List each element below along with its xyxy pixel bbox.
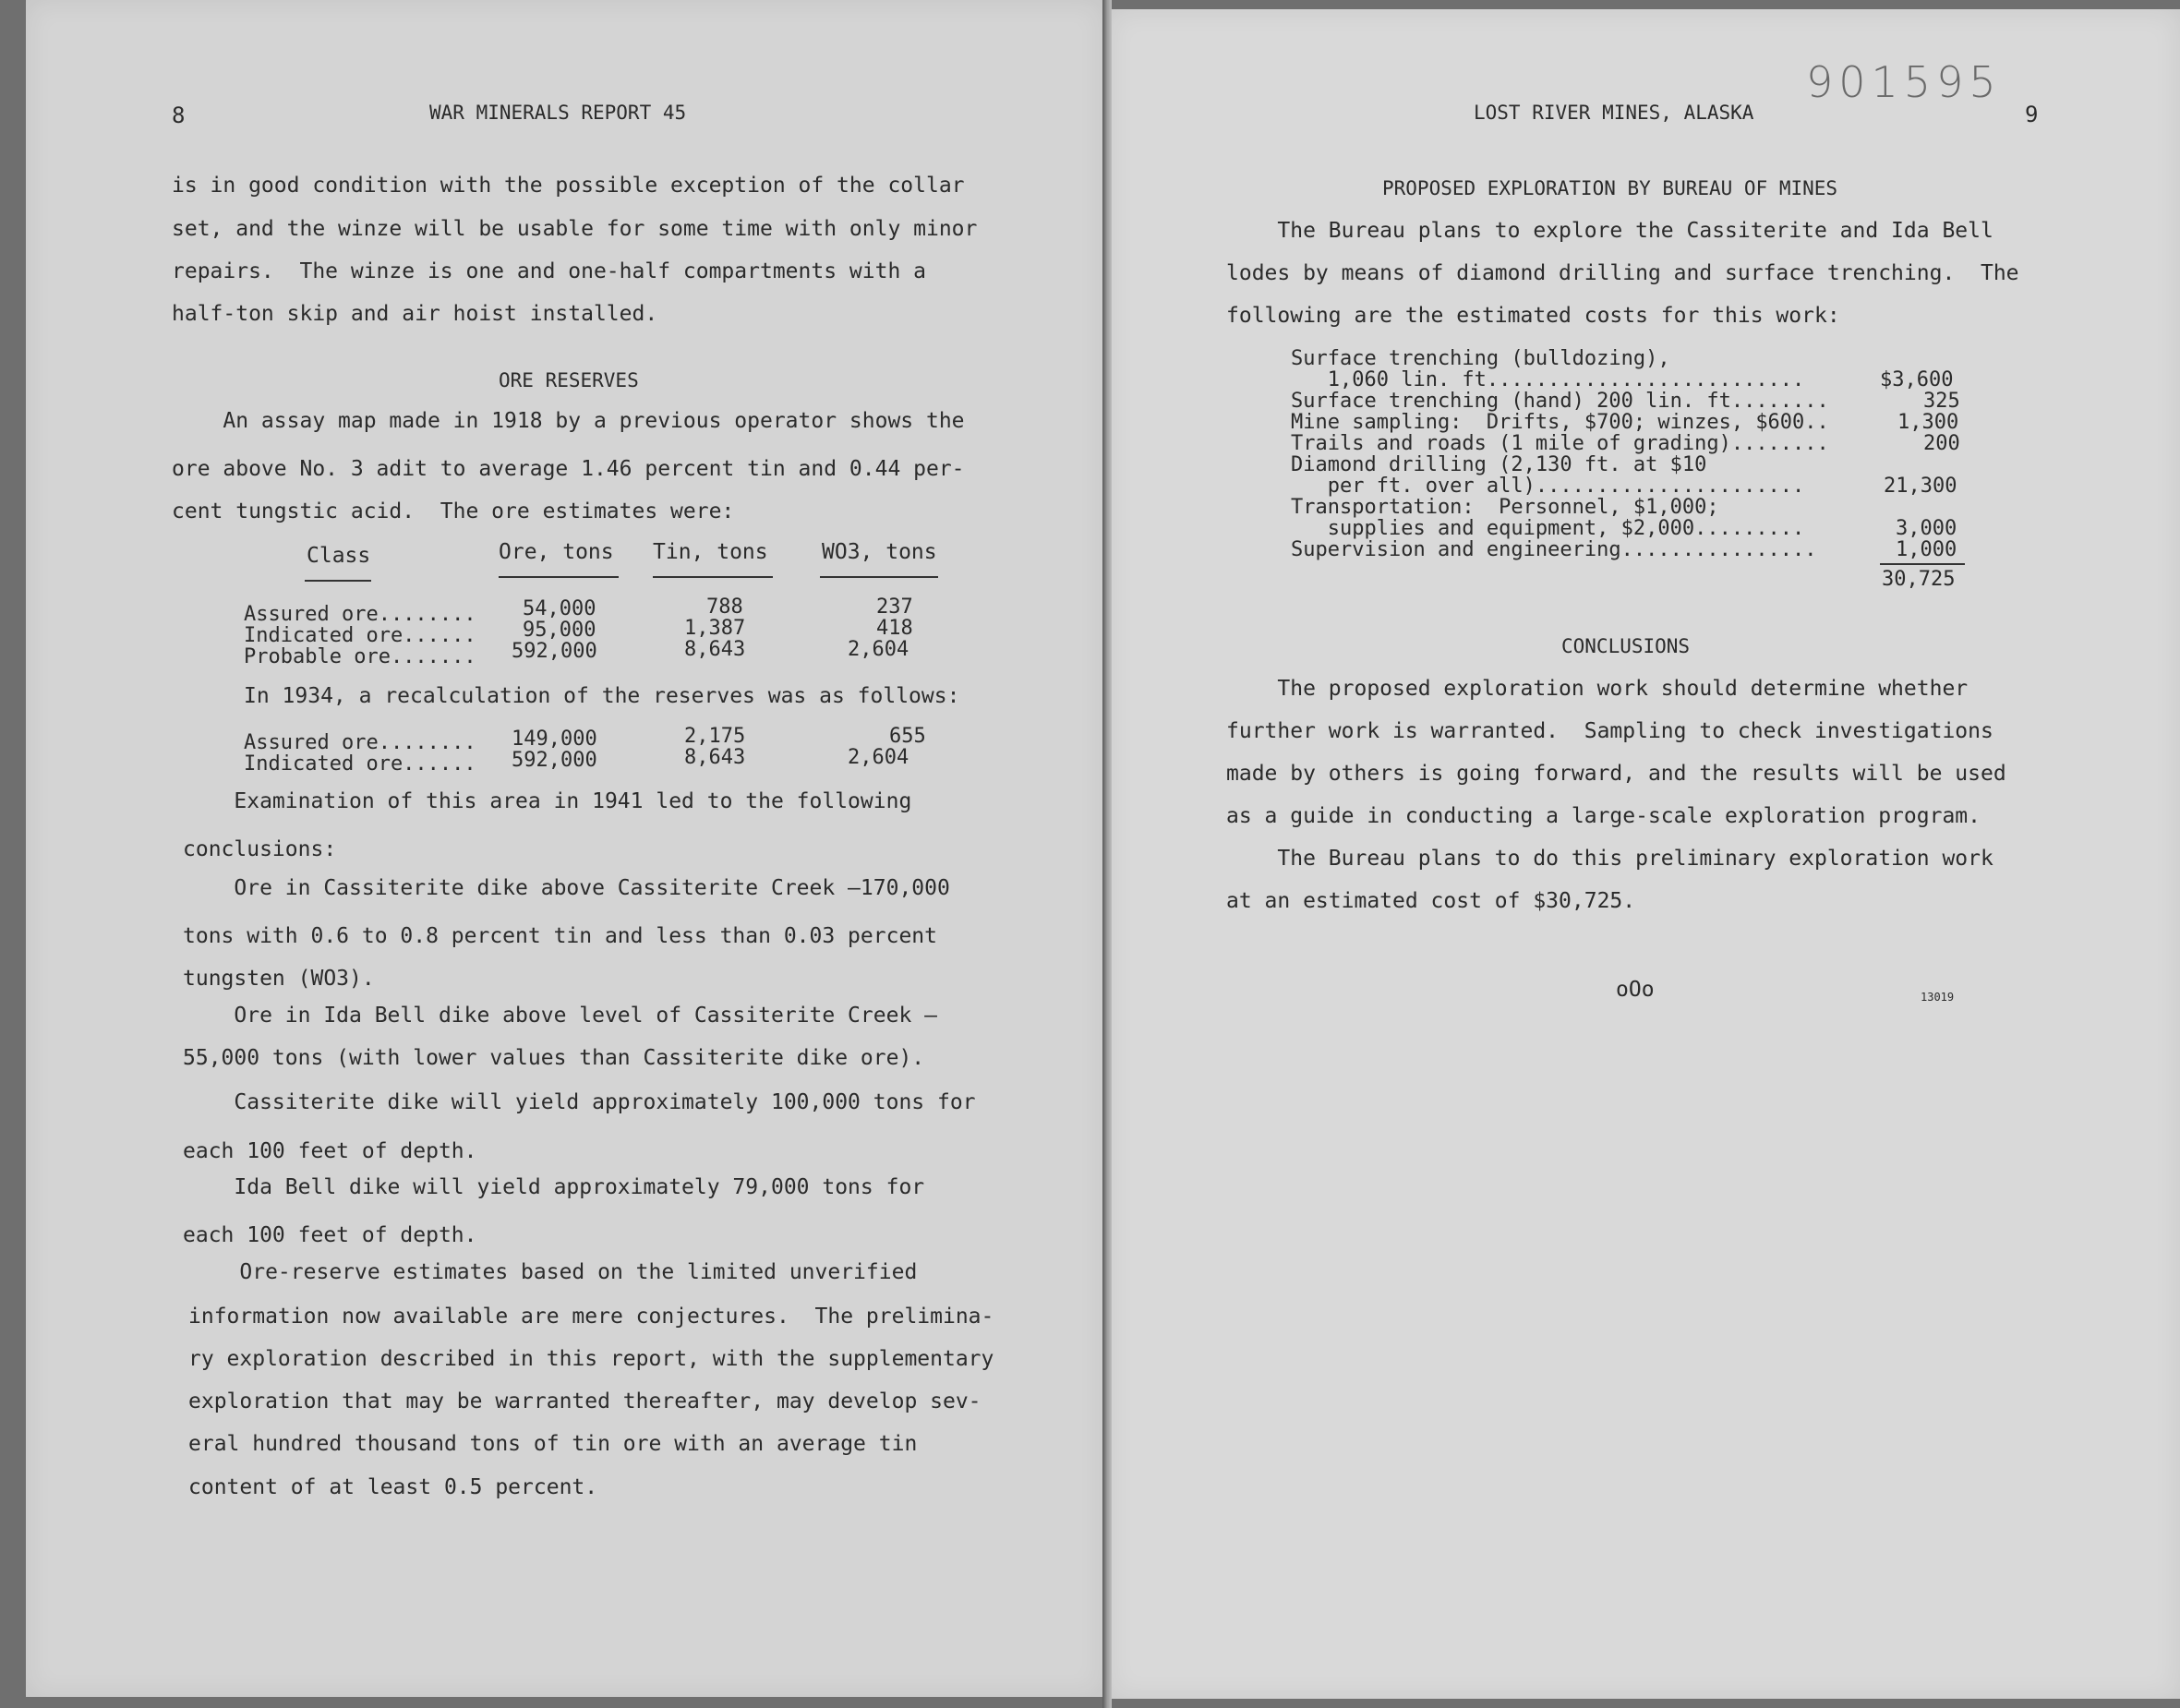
- text-line: half-ton skip and air hoist installed.: [172, 302, 658, 326]
- text-line: Examination of this area in 1941 led to the following: [183, 789, 912, 813]
- table-cell: Indicated ore......: [244, 752, 476, 776]
- table-header-tin: Tin, tons: [653, 540, 768, 564]
- cost-item: Transportation: Personnel, $1,000;: [1291, 496, 1719, 519]
- cost-item: Surface trenching (bulldozing),: [1291, 347, 1670, 370]
- table-cell: 237: [876, 595, 913, 619]
- text-line: conclusions:: [183, 837, 337, 861]
- cost-item: Mine sampling: Drifts, $700; winzes, $600..: [1291, 411, 1829, 434]
- table-cell: 8,643: [684, 746, 746, 769]
- page-fold: [1102, 0, 1112, 1708]
- recalc-intro: In 1934, a recalculation of the reserves was as follows:: [244, 684, 960, 708]
- left-running-head: WAR MINERALS REPORT 45: [429, 102, 687, 124]
- table-cell: Probable ore.......: [244, 645, 476, 668]
- text-line: each 100 feet of depth.: [183, 1139, 477, 1163]
- text-line: set, and the winze will be usable for some time with only minor: [172, 217, 978, 241]
- text-line: Ore in Ida Bell dike above level of Cassiterite Creek —: [183, 1004, 937, 1028]
- cost-item: supplies and equipment, $2,000.........: [1291, 517, 1805, 540]
- cost-amount: 200: [1923, 432, 1960, 455]
- table-cell: 655: [889, 725, 926, 748]
- text-line: eral hundred thousand tons of tin ore with an average tin: [188, 1432, 918, 1456]
- cost-amount: 325: [1923, 390, 1960, 413]
- right-running-head: LOST RIVER MINES, ALASKA: [1474, 102, 1754, 124]
- table-cell: 1,387: [684, 617, 746, 640]
- table-cell: Assured ore........: [244, 731, 476, 754]
- cost-item: Diamond drilling (2,130 ft. at $10: [1291, 453, 1707, 476]
- cost-amount: 3,000: [1896, 517, 1957, 540]
- table-cell: Indicated ore......: [244, 624, 476, 647]
- cost-item: per ft. over all)......................: [1291, 475, 1805, 498]
- header-underline: [820, 576, 938, 578]
- section-title-proposed-exploration: PROPOSED EXPLORATION BY BUREAU OF MINES: [1382, 177, 1838, 199]
- table-cell: 2,175: [684, 725, 746, 748]
- text-line: as a guide in conducting a large-scale exploration program.: [1226, 804, 1981, 828]
- cost-amount: 1,300: [1897, 411, 1959, 434]
- end-mark: oOo: [1616, 978, 1655, 1002]
- text-line: made by others is going forward, and the results will be used: [1226, 762, 2006, 786]
- cost-amount: $3,600: [1880, 368, 1954, 391]
- table-cell: 592,000: [512, 640, 597, 663]
- table-cell: Assured ore........: [244, 603, 476, 626]
- table-cell: 418: [876, 617, 913, 640]
- text-line: information now available are mere conjectures. The prelimina-: [188, 1305, 994, 1329]
- text-line: Ore-reserve estimates based on the limited unverified: [188, 1260, 918, 1284]
- text-line: further work is warranted. Sampling to check investigations: [1226, 719, 1993, 743]
- header-underline: [653, 576, 773, 578]
- text-line: 55,000 tons (with lower values than Cassiterite dike ore).: [183, 1046, 925, 1070]
- cost-amount: 21,300: [1884, 475, 1957, 498]
- text-line: exploration that may be warranted thereafter, may develop sev-: [188, 1389, 982, 1413]
- archive-stamp-number: 901595: [1806, 57, 2002, 107]
- table-cell: 8,643: [684, 638, 746, 661]
- cost-amount: 1,000: [1896, 538, 1957, 561]
- total-rule: [1880, 563, 1965, 565]
- text-line: cent tungstic acid. The ore estimates were:: [172, 499, 735, 523]
- cost-item: 1,060 lin. ft..........................: [1291, 368, 1805, 391]
- table-cell: 2,604: [848, 638, 909, 661]
- section-title-conclusions: CONCLUSIONS: [1561, 635, 1691, 657]
- text-line: tungsten (WO3).: [183, 967, 375, 991]
- table-cell: 95,000: [523, 619, 596, 642]
- text-line: tons with 0.6 to 0.8 percent tin and less than 0.03 percent: [183, 924, 937, 948]
- text-line: Cassiterite dike will yield approximately 100,000 tons for: [183, 1090, 976, 1114]
- right-page-number: 9: [2025, 102, 2039, 127]
- page-code: 13019: [1921, 991, 1955, 1004]
- text-line: Ore in Cassiterite dike above Cassiterite Creek —170,000: [183, 876, 950, 900]
- text-line: The Bureau plans to do this preliminary exploration work: [1226, 847, 1993, 871]
- text-line: Ida Bell dike will yield approximately 79,000 tons for: [183, 1175, 925, 1199]
- text-line: following are the estimated costs for this work:: [1226, 304, 1840, 328]
- text-line: content of at least 0.5 percent.: [188, 1475, 598, 1499]
- table-cell: 149,000: [512, 728, 597, 751]
- table-cell: 592,000: [512, 749, 597, 772]
- cost-total: 30,725: [1882, 568, 1956, 591]
- text-line: The proposed exploration work should determine whether: [1226, 677, 1969, 701]
- table-cell: 788: [706, 595, 743, 619]
- table-header-wo3: WO3, tons: [822, 540, 937, 564]
- left-page-number: 8: [172, 102, 186, 128]
- table-cell: 54,000: [523, 597, 596, 620]
- header-underline: [499, 576, 619, 578]
- table-cell: 2,604: [848, 746, 909, 769]
- text-line: lodes by means of diamond drilling and surface trenching. The: [1226, 261, 2019, 285]
- text-line: ore above No. 3 adit to average 1.46 percent tin and 0.44 per-: [172, 457, 965, 481]
- cost-item: Supervision and engineering................: [1291, 538, 1817, 561]
- text-line: An assay map made in 1918 by a previous operator shows the: [172, 409, 965, 433]
- text-line: The Bureau plans to explore the Cassiterite and Ida Bell: [1226, 219, 1993, 243]
- text-line: repairs. The winze is one and one-half compartments with a: [172, 259, 926, 283]
- text-line: each 100 feet of depth.: [183, 1223, 477, 1247]
- table-header-class: Class: [307, 544, 371, 568]
- cost-item: Surface trenching (hand) 200 lin. ft........: [1291, 390, 1829, 413]
- header-underline: [305, 580, 371, 582]
- text-line: ry exploration described in this report, with the supplementary: [188, 1347, 994, 1371]
- text-line: is in good condition with the possible exception of the collar: [172, 174, 965, 198]
- text-line: at an estimated cost of $30,725.: [1226, 889, 1636, 913]
- cost-item: Trails and roads (1 mile of grading)........: [1291, 432, 1829, 455]
- table-header-ore: Ore, tons: [499, 540, 614, 564]
- section-title-ore-reserves: ORE RESERVES: [499, 369, 639, 391]
